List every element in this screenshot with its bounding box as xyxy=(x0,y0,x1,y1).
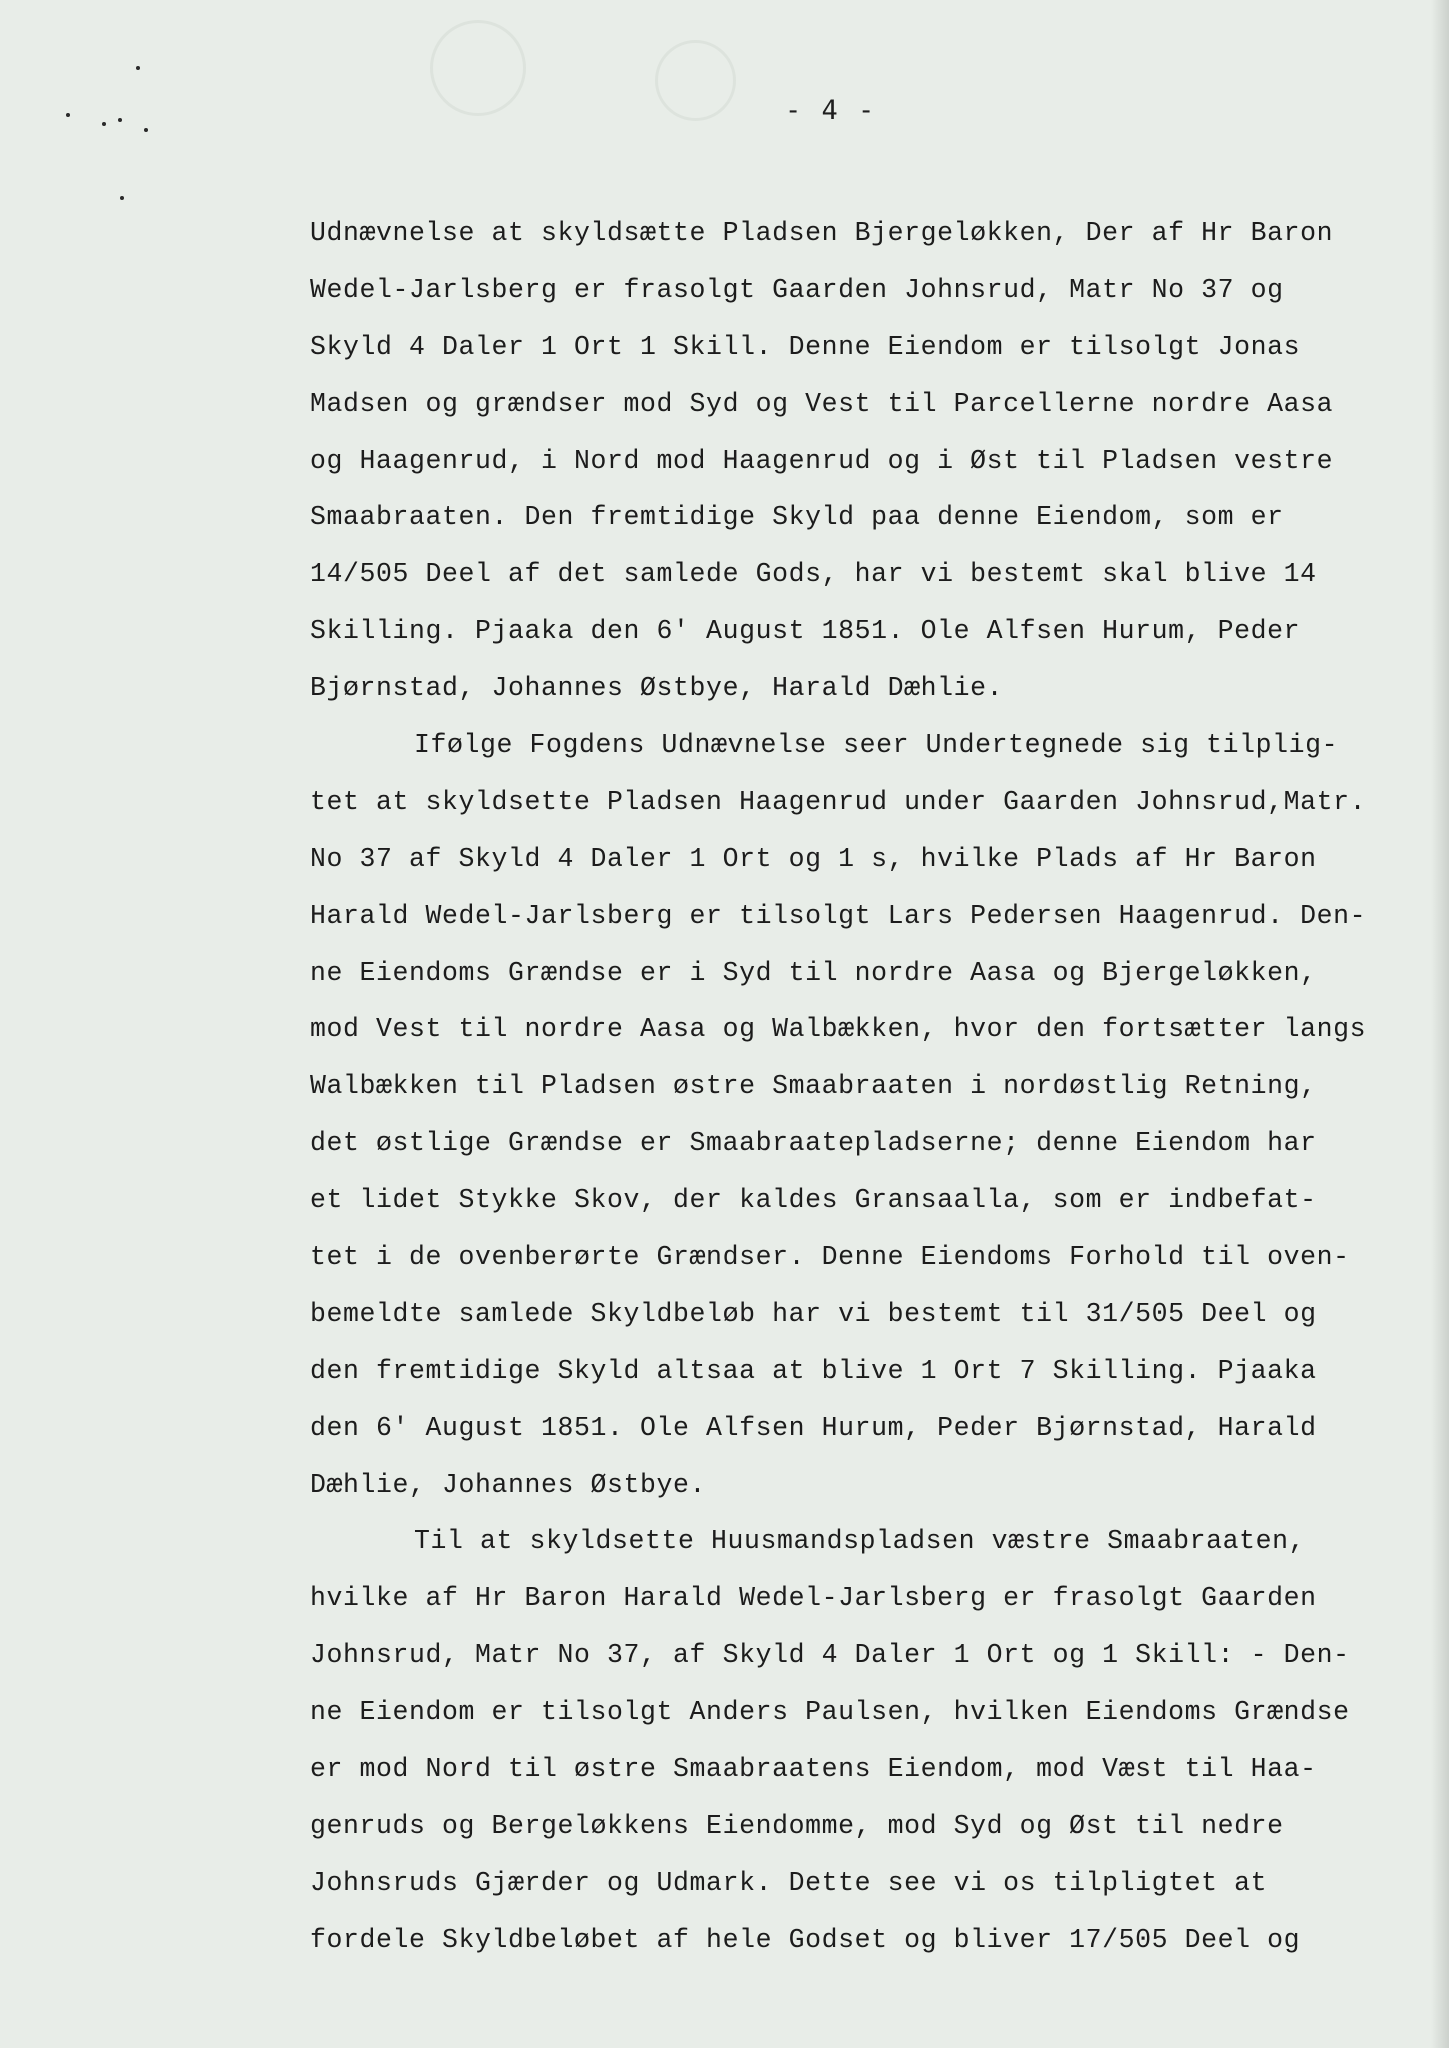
text-line: Johnsrud, Matr No 37, af Skyld 4 Daler 1 Ort og 1 Skill: - Den- xyxy=(310,1640,1350,1671)
paragraph xyxy=(310,1513,1440,1968)
watermark-stamp xyxy=(655,40,736,121)
text-line: er mod Nord til østre Smaabraatens Eiendom, mod Væst til Haa- xyxy=(310,1754,1317,1785)
text-line: tet i de ovenberørte Grændser. Denne Eiendoms Forhold til oven- xyxy=(310,1242,1350,1273)
text-line: tet at skyldsette Pladsen Haagenrud under Gaarden Johnsrud,Matr. xyxy=(310,786,1367,817)
text-line: den fremtidige Skyld altsaa at blive 1 Ort 7 Skilling. Pjaaka xyxy=(310,1355,1317,1386)
text-line: Skyld 4 Daler 1 Ort 1 Skill. Denne Eiendom er tilsolgt Jonas xyxy=(310,331,1301,362)
text-line: No 37 af Skyld 4 Daler 1 Ort og 1 s, hvilke Plads af Hr Baron xyxy=(310,843,1317,874)
text-line: Ifølge Fogdens Udnævnelse seer Undertegnede sig tilplig- xyxy=(414,730,1339,761)
paragraph xyxy=(310,717,1440,1513)
text-line: ne Eiendom er tilsolgt Anders Paulsen, hvilken Eiendoms Grændse xyxy=(310,1697,1350,1728)
typewritten-body xyxy=(310,205,1440,1969)
text-line: og Haagenrud, i Nord mod Haagenrud og i Øst til Pladsen vestre xyxy=(310,445,1334,476)
scan-speck xyxy=(120,196,124,200)
text-line: mod Vest til nordre Aasa og Walbækken, hvor den fortsætter langs xyxy=(310,1014,1367,1045)
text-line: Dæhlie, Johannes Østbye. xyxy=(310,1469,707,1500)
text-line: Til at skyldsette Huusmandspladsen væstre Smaabraaten, xyxy=(414,1526,1306,1557)
text-line: et lidet Stykke Skov, der kaldes Gransaalla, som er indbefat- xyxy=(310,1185,1317,1216)
text-line: fordele Skyldbeløbet af hele Godset og bliver 17/505 Deel og xyxy=(310,1924,1301,1955)
text-line: Skilling. Pjaaka den 6' August 1851. Ole Alfsen Hurum, Peder xyxy=(310,616,1301,647)
text-line: genruds og Bergeløkkens Eiendomme, mod Syd og Øst til nedre xyxy=(310,1810,1284,1841)
text-line: Madsen og grændser mod Syd og Vest til Parcellerne nordre Aasa xyxy=(310,388,1334,419)
page-number: - 4 - xyxy=(785,95,877,126)
text-line: Walbækken til Pladsen østre Smaabraaten i nordøstlig Retning, xyxy=(310,1071,1317,1102)
text-line: den 6' August 1851. Ole Alfsen Hurum, Peder Bjørnstad, Harald xyxy=(310,1412,1317,1443)
watermark-stamp xyxy=(430,20,526,116)
scan-speck xyxy=(136,66,140,70)
text-line: ne Eiendoms Grændse er i Syd til nordre Aasa og Bjergeløkken, xyxy=(310,957,1317,988)
text-line: Bjørnstad, Johannes Østbye, Harald Dæhlie. xyxy=(310,673,1004,704)
text-line: Harald Wedel-Jarlsberg er tilsolgt Lars Pedersen Haagenrud. Den- xyxy=(310,900,1367,931)
text-line: Johnsruds Gjærder og Udmark. Dette see vi os tilpligtet at xyxy=(310,1867,1268,1898)
text-line: bemeldte samlede Skyldbeløb har vi bestemt til 31/505 Deel og xyxy=(310,1298,1317,1329)
scan-speck xyxy=(102,122,106,126)
text-line: Udnævnelse at skyldsætte Pladsen Bjergeløkken, Der af Hr Baron xyxy=(310,218,1334,248)
text-line: Smaabraaten. Den fremtidige Skyld paa denne Eiendom, som er xyxy=(310,502,1284,533)
page-edge-shadow xyxy=(1431,0,1449,2048)
text-line: Wedel-Jarlsberg er frasolgt Gaarden Johnsrud, Matr No 37 og xyxy=(310,274,1284,305)
scan-speck xyxy=(66,113,70,117)
text-line: det østlige Grændse er Smaabraatepladserne; denne Eiendom har xyxy=(310,1128,1317,1159)
paragraph xyxy=(310,205,1440,717)
text-line: hvilke af Hr Baron Harald Wedel-Jarlsberg er frasolgt Gaarden xyxy=(310,1583,1317,1614)
text-line: 14/505 Deel af det samlede Gods, har vi bestemt skal blive 14 xyxy=(310,559,1317,590)
scan-speck xyxy=(144,128,148,132)
scan-speck xyxy=(118,118,122,122)
